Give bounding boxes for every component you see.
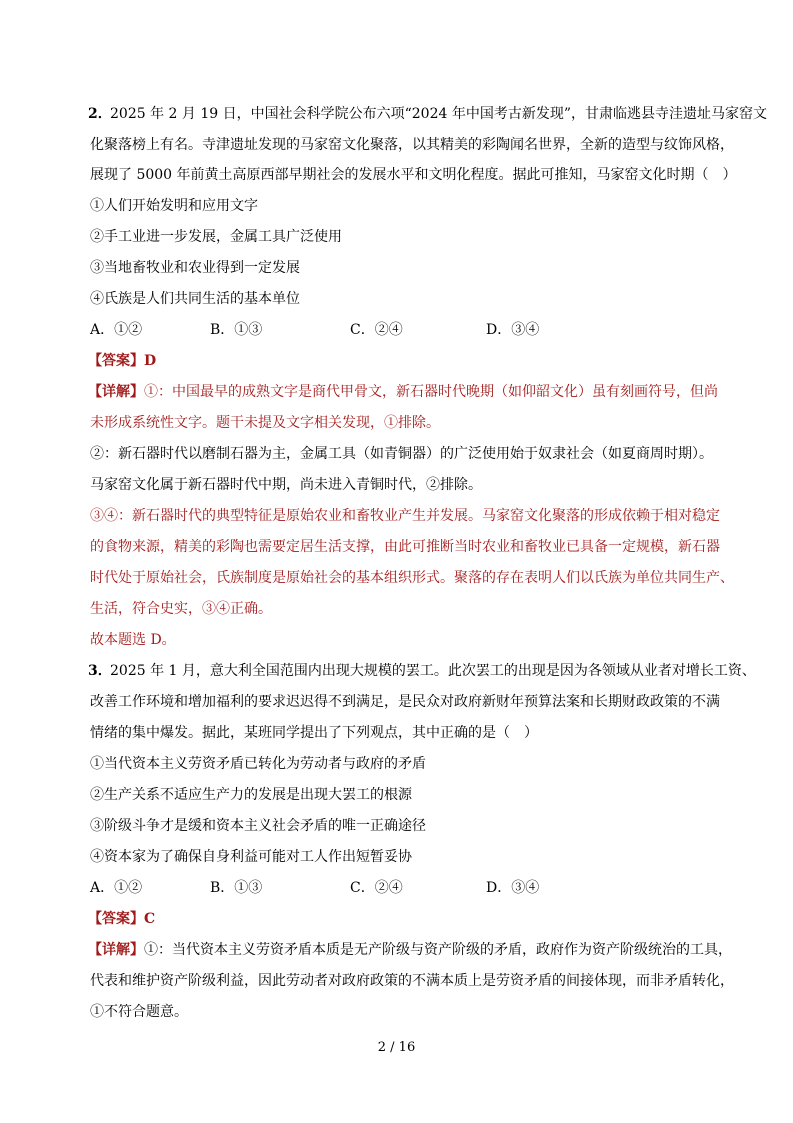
question-3-item-2: ②生产关系不适应生产力的发展是出现大罢工的根源 xyxy=(90,787,412,803)
question-3-option-a: A．①② xyxy=(90,880,143,896)
question-3-analysis-label: 【详解】 xyxy=(88,942,144,958)
question-3-analysis-line-1 xyxy=(88,940,732,960)
question-2-analysis-line-4: 马家窑文化属于新石器时代中期，尚未进入青铜时代，②排除。 xyxy=(90,477,482,493)
question-3-stem-line-1: 2025 年 1 月，意大利全国范围内出现大规模的罢工。此次罢工的出现是因为各领域从业者对增长工资、 xyxy=(110,663,756,679)
question-2-analysis-line-6: 的食物来源，精美的彩陶也需要定居生活支撑，由此可推断当时农业和畜牧业已具备一定规模，新石器 xyxy=(90,539,720,555)
question-3-stem-line-3: 情绪的集中爆发。据此，某班同学提出了下列观点，其中正确的是（ ） xyxy=(90,725,538,741)
question-2-analysis-text-1: ①：中国最早的成熟文字是商代甲骨文，新石器时代晚期（如仰韶文化）虽有刻画符号，但尚 xyxy=(144,384,718,400)
question-2-stem-line-3: 展现了 5000 年前黄土高原西部早期社会的发展水平和文明化程度。据此可推知，马家窑文化时期（ ） xyxy=(90,167,737,183)
question-2-option-d: D．③④ xyxy=(486,322,540,338)
question-3-analysis-text-1: ①：当代资本主义劳资矛盾本质是无产阶级与资产阶级的矛盾，政府作为资产阶级统治的工具， xyxy=(144,942,732,958)
question-3-answer: 【答案】C xyxy=(88,911,156,927)
question-2-item-3: ③当地畜牧业和农业得到一定发展 xyxy=(90,260,300,276)
question-2-item-1: ①人们开始发明和应用文字 xyxy=(90,198,258,214)
question-2-option-b: B．①③ xyxy=(210,322,263,338)
question-3-option-d: D．③④ xyxy=(486,880,540,896)
question-2-item-4: ④氏族是人们共同生活的基本单位 xyxy=(90,291,300,307)
question-2-analysis-line-8: 生活，符合史实，③④正确。 xyxy=(90,601,272,617)
question-2-analysis-label: 【详解】 xyxy=(88,384,144,400)
question-3-analysis-line-3: ①不符合题意。 xyxy=(90,1004,188,1020)
page-number: 2 / 16 xyxy=(377,1040,416,1055)
question-2-analysis-line-5: ③④：新石器时代的典型特征是原始农业和畜牧业产生并发展。马家窑文化聚落的形成依赖于相对稳定 xyxy=(90,508,720,524)
question-2-stem-line-2: 化聚落榜上有名。寺津遗址发现的马家窑文化聚落，以其精美的彩陶闻名世界，全新的造型与纹饰风格， xyxy=(90,137,734,153)
question-3-item-1: ①当代资本主义劳资矛盾已转化为劳动者与政府的矛盾 xyxy=(90,756,426,772)
question-3-item-4: ④资本家为了确保自身利益可能对工人作出短暂妥协 xyxy=(90,849,412,865)
question-2-option-c: C．②④ xyxy=(350,322,403,338)
question-2-option-a: A．①② xyxy=(90,322,143,338)
question-3-option-b: B．①③ xyxy=(210,880,263,896)
question-2-number: 2． xyxy=(88,106,112,122)
question-2-item-2: ②手工业进一步发展，金属工具广泛使用 xyxy=(90,229,342,245)
question-3-option-c: C．②④ xyxy=(350,880,403,896)
question-2-stem-line-1: 2025 年 2 月 19 日，中国社会科学院公布六项“2024 年中国考古新发现”，甘肃临逃县寺洼遗址马家窑文 xyxy=(110,106,767,122)
question-3-number: 3． xyxy=(88,663,112,679)
question-2-answer: 【答案】D xyxy=(88,353,157,369)
question-2-analysis-line-3: ②：新石器时代以磨制石器为主，金属工具（如青铜器）的广泛使用始于奴隶社会（如夏商周时期）。 xyxy=(90,446,713,462)
question-3-analysis-line-2: 代表和维护资产阶级利益，因此劳动者对政府政策的不满本质上是劳资矛盾的间接体现，而非矛盾转化， xyxy=(90,973,734,989)
question-2-analysis-line-1 xyxy=(88,382,718,402)
question-3-item-3: ③阶级斗争才是缓和资本主义社会矛盾的唯一正确途径 xyxy=(90,818,426,834)
question-2-analysis-line-7: 时代处于原始社会，氏族制度是原始社会的基本组织形式。聚落的存在表明人们以氏族为单位共同生产、 xyxy=(90,570,734,586)
question-2-analysis-line-2: 未形成系统性文字。题干未提及文字相关发现，①排除。 xyxy=(90,415,440,431)
question-3-stem-line-2: 改善工作环境和增加福利的要求迟迟得不到满足，是民众对政府新财年预算法案和长期财政政策的不满 xyxy=(90,694,720,710)
question-2-conclusion: 故本题选 D。 xyxy=(90,632,176,648)
